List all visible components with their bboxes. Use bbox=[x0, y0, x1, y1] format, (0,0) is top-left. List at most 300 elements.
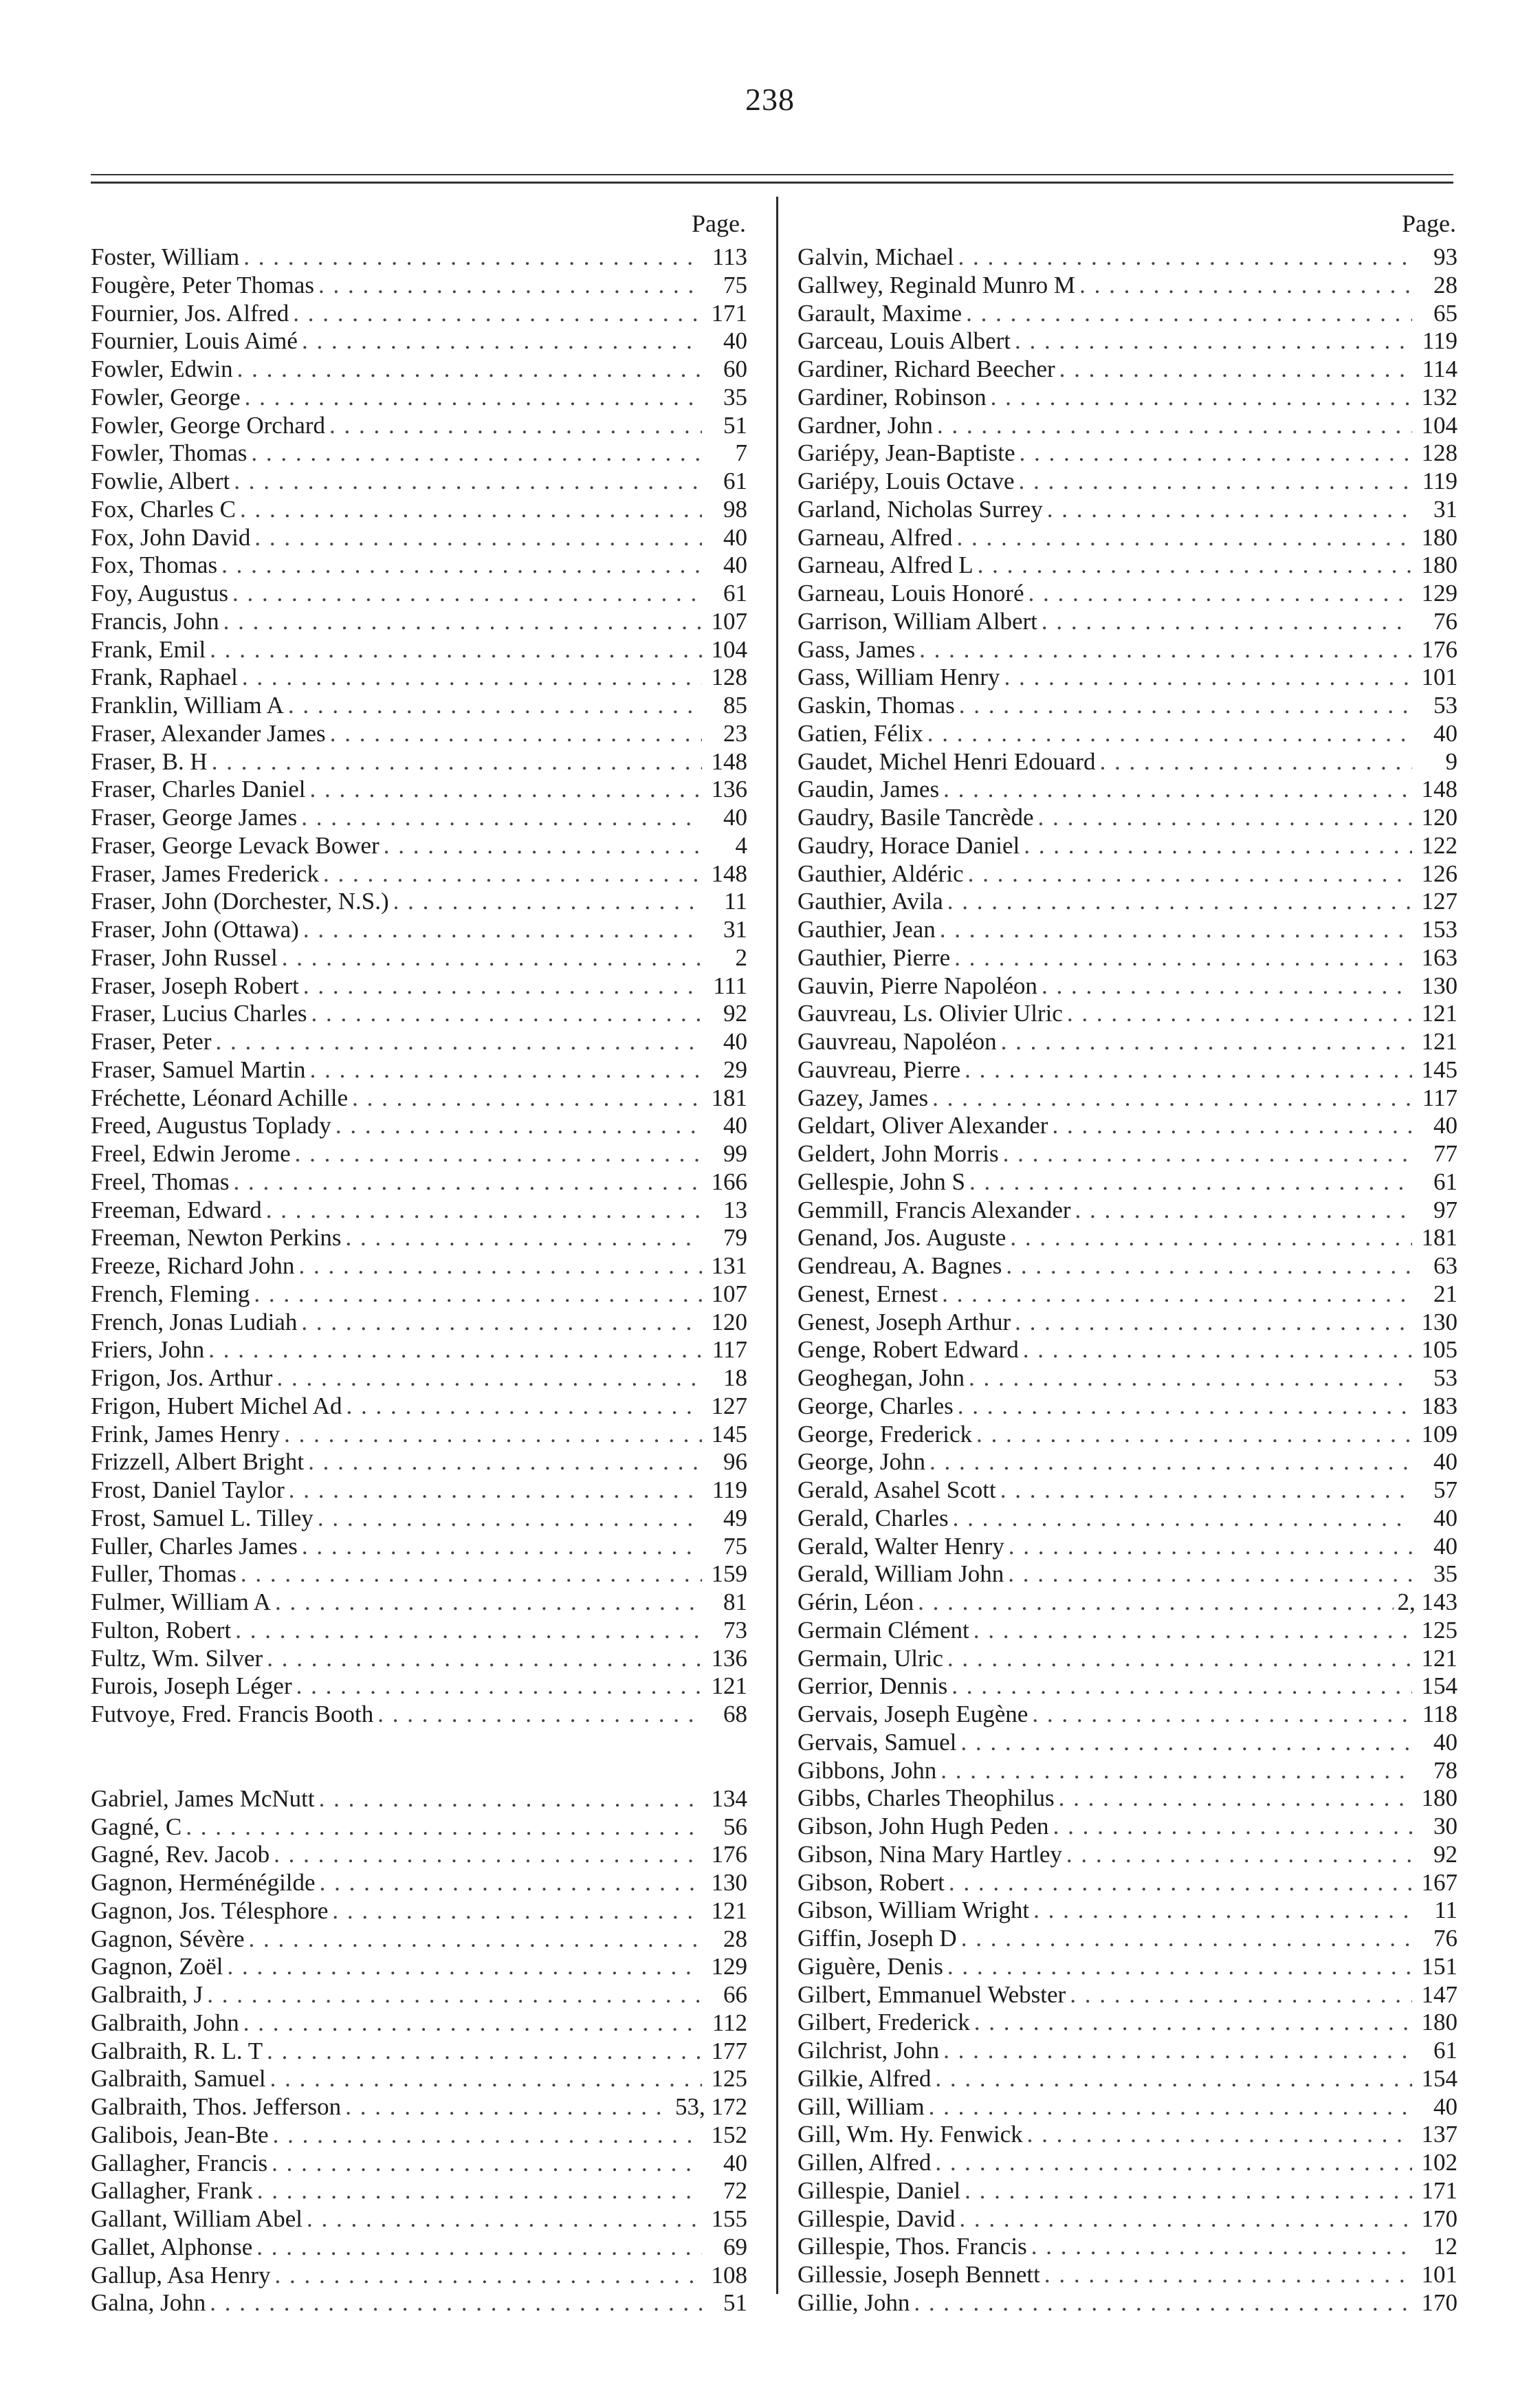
dot-leader bbox=[346, 1224, 702, 1252]
dot-leader bbox=[927, 720, 1412, 748]
index-entry bbox=[798, 1645, 1458, 1673]
index-entry bbox=[91, 300, 747, 328]
page-number: 238 bbox=[745, 82, 795, 117]
entry-name: Gaudry, Horace Daniel bbox=[798, 831, 1020, 859]
dot-leader bbox=[935, 2065, 1412, 2093]
index-entry bbox=[91, 2009, 747, 2038]
entry-page: 104 bbox=[711, 635, 747, 663]
index-entry bbox=[798, 1729, 1458, 1757]
entry-page: 73 bbox=[723, 1616, 747, 1644]
index-entry bbox=[91, 1869, 747, 1897]
entry-name: Gaudry, Basile Tancrède bbox=[798, 804, 1034, 831]
entry-name: Fox, John David bbox=[91, 523, 251, 551]
dot-leader bbox=[1075, 1197, 1412, 1225]
index-entry bbox=[798, 1672, 1458, 1701]
entry-name: Freeze, Richard John bbox=[91, 1252, 295, 1279]
entry-page: 177 bbox=[711, 2037, 747, 2064]
entry-name: Furois, Joseph Léger bbox=[91, 1672, 292, 1700]
dot-leader bbox=[1066, 1841, 1412, 1869]
entry-name: Frost, Samuel L. Tilley bbox=[91, 1504, 314, 1531]
entry-page: 40 bbox=[1433, 1728, 1458, 1756]
entry-page: 98 bbox=[723, 495, 747, 523]
dot-leader bbox=[918, 1588, 1393, 1617]
index-entry bbox=[798, 888, 1458, 916]
entry-name: Gauthier, Jean bbox=[798, 916, 936, 943]
index-entry bbox=[798, 1841, 1458, 1869]
entry-page: 11 bbox=[1434, 1897, 1458, 1924]
dot-leader bbox=[270, 2065, 702, 2093]
index-entry bbox=[91, 1393, 747, 1421]
entry-name: Freeman, Newton Perkins bbox=[91, 1224, 342, 1252]
index-entry bbox=[91, 776, 747, 804]
dot-leader bbox=[275, 1588, 702, 1617]
entry-name: Gauvreau, Ls. Olivier Ulric bbox=[798, 1000, 1063, 1027]
dot-leader bbox=[210, 636, 702, 664]
index-entry bbox=[91, 1280, 747, 1309]
dot-leader bbox=[1047, 496, 1412, 524]
entry-page: 129 bbox=[711, 1953, 747, 1980]
page-column-header: Page. bbox=[1402, 210, 1456, 237]
index-entry bbox=[798, 1505, 1458, 1533]
dot-leader bbox=[249, 1925, 702, 1954]
entry-name: Galna, John bbox=[91, 2289, 206, 2317]
entry-name: Fuller, Charles James bbox=[91, 1532, 298, 1560]
entry-name: Fraser, Peter bbox=[91, 1028, 212, 1055]
index-entry bbox=[798, 412, 1458, 440]
index-entry bbox=[798, 1000, 1458, 1028]
dot-leader bbox=[302, 1533, 702, 1561]
entry-name: Gill, Wm. Hy. Fenwick bbox=[798, 2121, 1023, 2148]
dot-leader bbox=[274, 2262, 702, 2290]
dot-leader bbox=[240, 496, 702, 524]
entry-name: Franklin, William A bbox=[91, 692, 284, 719]
dot-leader bbox=[1008, 1560, 1412, 1588]
entry-name: Gagnon, Herménégilde bbox=[91, 1869, 316, 1896]
entry-page: 181 bbox=[711, 1084, 747, 1111]
dot-leader bbox=[310, 776, 702, 804]
index-entry bbox=[91, 1560, 747, 1588]
entry-page: 180 bbox=[1421, 1784, 1458, 1812]
entry-page: 40 bbox=[1433, 1532, 1458, 1560]
index-entry bbox=[91, 1617, 747, 1645]
index-entry bbox=[798, 1588, 1458, 1617]
entry-page: 163 bbox=[1421, 943, 1458, 971]
entry-page: 81 bbox=[723, 1588, 747, 1615]
dot-leader bbox=[1000, 1476, 1412, 1505]
entry-page: 121 bbox=[1421, 1028, 1458, 1055]
dot-leader bbox=[978, 552, 1412, 580]
entry-name: Gerald, Asahel Scott bbox=[798, 1476, 996, 1503]
index-entry bbox=[91, 1364, 747, 1393]
entry-name: Fraser, John (Ottawa) bbox=[91, 916, 299, 943]
entry-page: 61 bbox=[1433, 2037, 1458, 2064]
entry-name: Gillen, Alfred bbox=[798, 2149, 932, 2176]
entry-name: Garneau, Louis Honoré bbox=[798, 580, 1024, 607]
entry-page: 131 bbox=[711, 1252, 747, 1279]
entry-name: Galbraith, John bbox=[91, 2009, 239, 2036]
dot-leader bbox=[207, 1981, 702, 2009]
entry-name: Gibson, Robert bbox=[798, 1868, 945, 1896]
index-entry bbox=[91, 720, 747, 748]
dot-leader bbox=[929, 2093, 1412, 2121]
index-entry bbox=[91, 2289, 747, 2317]
index-entry bbox=[91, 2121, 747, 2150]
dot-leader bbox=[1052, 1112, 1412, 1140]
entry-name: Gervais, Samuel bbox=[798, 1728, 957, 1756]
entry-name: Friers, John bbox=[91, 1336, 205, 1364]
dot-leader bbox=[1001, 1028, 1412, 1056]
entry-name: Gauvreau, Napoléon bbox=[798, 1028, 997, 1055]
entry-name: Gass, James bbox=[798, 635, 916, 663]
entry-page: 154 bbox=[1421, 2064, 1458, 2092]
entry-page: 121 bbox=[1421, 1644, 1458, 1672]
entry-page: 128 bbox=[1421, 439, 1458, 467]
entry-name: Gilbert, Frederick bbox=[798, 2009, 970, 2036]
entry-page: 69 bbox=[723, 2233, 747, 2260]
dot-leader bbox=[307, 2205, 702, 2234]
dot-leader bbox=[940, 916, 1412, 944]
dot-leader bbox=[301, 804, 702, 832]
dot-leader bbox=[1010, 1224, 1412, 1252]
index-entry bbox=[798, 327, 1458, 356]
entry-name: Fraser, Charles Daniel bbox=[91, 776, 306, 803]
entry-page: 57 bbox=[1433, 1476, 1458, 1503]
entry-page: 2 bbox=[735, 943, 747, 971]
dot-leader bbox=[1015, 327, 1412, 356]
index-entry bbox=[91, 1421, 747, 1449]
dot-leader bbox=[974, 2009, 1412, 2037]
entry-page: 145 bbox=[1421, 1056, 1458, 1083]
dot-leader bbox=[956, 524, 1412, 552]
entry-page: 49 bbox=[723, 1504, 747, 1531]
entry-page: 148 bbox=[711, 747, 747, 775]
index-entry bbox=[798, 1476, 1458, 1505]
entry-name: French, Jonas Ludiah bbox=[91, 1308, 298, 1335]
entry-page: 130 bbox=[1421, 972, 1458, 999]
entry-page: 153 bbox=[1421, 916, 1458, 943]
index-entry bbox=[91, 468, 747, 496]
entry-page: 119 bbox=[1422, 468, 1458, 494]
index-entry bbox=[798, 1197, 1458, 1225]
index-entry bbox=[798, 860, 1458, 888]
entry-page: 60 bbox=[723, 356, 747, 382]
dot-leader bbox=[940, 1757, 1412, 1785]
entry-page: 118 bbox=[1422, 1701, 1458, 1727]
entry-name: Gillessie, Joseph Bennett bbox=[798, 2261, 1040, 2288]
entry-page: 136 bbox=[711, 776, 747, 803]
top-rule-double bbox=[91, 182, 1453, 184]
entry-name: Fowler, Thomas bbox=[91, 439, 248, 467]
dot-leader bbox=[966, 300, 1412, 328]
index-entry bbox=[91, 608, 747, 636]
index-entry bbox=[91, 1505, 747, 1533]
entry-page: 126 bbox=[1421, 860, 1458, 887]
entry-page: 151 bbox=[1421, 1952, 1458, 1980]
index-entry bbox=[798, 692, 1458, 720]
dot-leader bbox=[959, 692, 1412, 720]
index-entry bbox=[91, 1785, 747, 1813]
dot-leader bbox=[1032, 1701, 1412, 1729]
entry-name: Gariépy, Jean-Baptiste bbox=[798, 439, 1015, 467]
dot-leader bbox=[932, 1084, 1412, 1113]
entry-page: 35 bbox=[1433, 1560, 1458, 1588]
entry-page: 51 bbox=[723, 411, 747, 439]
entry-name: Gerald, William John bbox=[798, 1560, 1004, 1588]
index-entry bbox=[798, 1869, 1458, 1897]
index-entry bbox=[91, 1981, 747, 2009]
index-entry bbox=[798, 1533, 1458, 1561]
entry-page: 117 bbox=[712, 1336, 747, 1364]
entry-name: Gellespie, John S bbox=[798, 1168, 966, 1195]
entry-name: Gagné, C bbox=[91, 1813, 182, 1840]
index-entry bbox=[91, 1588, 747, 1617]
index-entry bbox=[91, 1897, 747, 1925]
dot-leader bbox=[1038, 804, 1412, 832]
entry-name: Fox, Thomas bbox=[91, 552, 218, 579]
index-entry bbox=[91, 272, 747, 300]
entry-page: 18 bbox=[723, 1364, 747, 1391]
entry-page: 108 bbox=[711, 2261, 747, 2289]
dot-leader bbox=[311, 1000, 703, 1028]
index-entry bbox=[91, 1336, 747, 1364]
index-entry bbox=[91, 2150, 747, 2178]
dot-leader bbox=[346, 1393, 702, 1421]
dot-leader bbox=[256, 2234, 702, 2262]
entry-name: Frigon, Hubert Michel Ad bbox=[91, 1392, 342, 1419]
index-entry bbox=[798, 2009, 1458, 2037]
dot-leader bbox=[215, 1028, 702, 1056]
entry-page: 180 bbox=[1421, 552, 1458, 579]
entry-page: 180 bbox=[1421, 2009, 1458, 2036]
entry-page: 61 bbox=[723, 580, 747, 607]
entry-name: Gatien, Félix bbox=[798, 719, 923, 747]
index-entry bbox=[798, 1925, 1458, 1953]
entry-page: 40 bbox=[1433, 1448, 1458, 1476]
dot-leader bbox=[1042, 608, 1412, 636]
entry-name: Francis, John bbox=[91, 607, 219, 635]
dot-leader bbox=[242, 664, 702, 692]
dot-leader bbox=[958, 1393, 1412, 1421]
dot-leader bbox=[1059, 1784, 1412, 1813]
entry-page: 72 bbox=[723, 2177, 747, 2205]
index-entry bbox=[798, 243, 1458, 272]
entry-page: 101 bbox=[1421, 2261, 1458, 2288]
entry-name: Fraser, Samuel Martin bbox=[91, 1056, 306, 1083]
entry-page: 97 bbox=[1433, 1196, 1458, 1223]
dot-leader bbox=[303, 972, 702, 1001]
entry-name: Frizzell, Albert Bright bbox=[91, 1448, 305, 1476]
index-entry bbox=[91, 2177, 747, 2205]
dot-leader bbox=[1031, 2233, 1412, 2261]
entry-name: Germain Clément bbox=[798, 1616, 969, 1644]
entry-name: Gallant, William Abel bbox=[91, 2205, 303, 2232]
dot-leader bbox=[1044, 2261, 1412, 2289]
index-entry bbox=[798, 1448, 1458, 1476]
entry-page: 9 bbox=[1445, 747, 1458, 775]
entry-name: Gilkie, Alfred bbox=[798, 2064, 932, 2092]
entry-page: 28 bbox=[723, 1925, 747, 1952]
dot-leader bbox=[227, 1953, 702, 1981]
entry-page: 78 bbox=[1433, 1756, 1458, 1784]
index-entry bbox=[91, 1476, 747, 1505]
entry-name: Fréchette, Léonard Achille bbox=[91, 1084, 349, 1111]
entry-name: Genest, Joseph Arthur bbox=[798, 1308, 1011, 1335]
dot-leader bbox=[935, 2149, 1412, 2177]
index-entry bbox=[91, 1309, 747, 1337]
index-entry bbox=[798, 1560, 1458, 1588]
top-rule bbox=[91, 174, 1453, 175]
dot-leader bbox=[243, 2009, 702, 2038]
dot-leader bbox=[345, 2093, 671, 2121]
dot-leader bbox=[276, 1364, 702, 1393]
entry-name: George, Frederick bbox=[798, 1420, 972, 1448]
index-entry bbox=[91, 243, 747, 272]
dot-leader bbox=[296, 1672, 702, 1701]
dot-leader bbox=[232, 580, 702, 608]
entry-name: Fournier, Jos. Alfred bbox=[91, 299, 289, 327]
entry-page: 66 bbox=[723, 1981, 747, 2008]
entry-name: Gardiner, Richard Beecher bbox=[798, 356, 1055, 382]
entry-name: Gauthier, Aldéric bbox=[798, 860, 964, 887]
index-entry bbox=[798, 916, 1458, 944]
dot-leader bbox=[1027, 2121, 1412, 2149]
entry-page: 2, 143 bbox=[1397, 1588, 1458, 1615]
entry-page: 79 bbox=[723, 1224, 747, 1252]
entry-page: 56 bbox=[723, 1813, 747, 1840]
index-entry bbox=[798, 1309, 1458, 1337]
entry-page: 112 bbox=[712, 2009, 747, 2036]
entry-page: 109 bbox=[1421, 1420, 1458, 1448]
dot-leader bbox=[965, 1056, 1412, 1084]
entry-name: Gibbs, Charles Theophilus bbox=[798, 1784, 1055, 1812]
index-entry bbox=[798, 1224, 1458, 1252]
dot-leader bbox=[976, 1421, 1412, 1449]
index-entry bbox=[91, 2262, 747, 2290]
entry-page: 92 bbox=[1433, 1840, 1458, 1868]
index-entry bbox=[91, 552, 747, 580]
entry-name: Gaudet, Michel Henri Edouard bbox=[798, 747, 1096, 775]
entry-name: Fowlie, Albert bbox=[91, 468, 230, 494]
entry-page: 61 bbox=[723, 468, 747, 494]
entry-page: 40 bbox=[723, 1112, 747, 1139]
dot-leader bbox=[352, 1084, 702, 1113]
index-entry bbox=[91, 748, 747, 776]
entry-page: 127 bbox=[711, 1392, 747, 1419]
dot-leader bbox=[266, 1197, 702, 1225]
entry-page: 4 bbox=[735, 831, 747, 859]
index-entry bbox=[91, 496, 747, 524]
entry-page: 21 bbox=[1433, 1280, 1458, 1307]
index-entry bbox=[798, 524, 1458, 552]
entry-page: 117 bbox=[1422, 1084, 1458, 1111]
entry-page: 53, 172 bbox=[675, 2093, 747, 2120]
index-entry bbox=[91, 2093, 747, 2121]
dot-leader bbox=[969, 1168, 1412, 1197]
entry-name: Freed, Augustus Toplady bbox=[91, 1112, 331, 1139]
index-entry bbox=[91, 2234, 747, 2262]
dot-leader bbox=[234, 468, 702, 496]
entry-name: Foster, William bbox=[91, 243, 240, 270]
dot-leader bbox=[237, 356, 702, 384]
entry-page: 11 bbox=[724, 888, 747, 915]
index-entry bbox=[91, 1533, 747, 1561]
entry-page: 7 bbox=[735, 439, 747, 467]
entry-page: 125 bbox=[711, 2065, 747, 2093]
dot-leader bbox=[282, 944, 702, 972]
entry-name: Fournier, Louis Aimé bbox=[91, 327, 298, 355]
dot-leader bbox=[295, 1140, 702, 1168]
entry-name: Gallwey, Reginald Munro M bbox=[798, 271, 1076, 298]
dot-leader bbox=[210, 2289, 702, 2317]
entry-name: Gauvreau, Pierre bbox=[798, 1056, 961, 1083]
index-entry bbox=[91, 1252, 747, 1280]
entry-page: 53 bbox=[1433, 692, 1458, 719]
dot-leader bbox=[947, 888, 1412, 916]
index-entry bbox=[798, 468, 1458, 496]
entry-name: Germain, Ulric bbox=[798, 1644, 943, 1672]
dot-leader bbox=[960, 1729, 1412, 1757]
entry-page: 51 bbox=[723, 2289, 747, 2317]
dot-leader bbox=[937, 412, 1412, 440]
entry-page: 170 bbox=[1421, 2289, 1458, 2316]
entry-name: Fuller, Thomas bbox=[91, 1560, 236, 1588]
index-entry bbox=[798, 1252, 1458, 1280]
entry-page: 134 bbox=[711, 1784, 747, 1812]
entry-page: 23 bbox=[723, 719, 747, 747]
entry-page: 122 bbox=[1421, 831, 1458, 859]
entry-page: 155 bbox=[711, 2205, 747, 2232]
index-entry bbox=[91, 1701, 747, 1729]
entry-name: Fraser, John (Dorchester, N.S.) bbox=[91, 888, 389, 915]
index-entry bbox=[91, 580, 747, 608]
entry-name: Fraser, B. H bbox=[91, 747, 208, 775]
entry-page: 102 bbox=[1421, 2149, 1458, 2176]
index-entry bbox=[798, 1757, 1458, 1785]
dot-leader bbox=[377, 1701, 702, 1729]
entry-page: 132 bbox=[1421, 383, 1458, 411]
index-entry bbox=[91, 2065, 747, 2093]
entry-page: 96 bbox=[723, 1448, 747, 1476]
index-entry bbox=[798, 1813, 1458, 1841]
dot-leader bbox=[384, 832, 702, 860]
index-entry bbox=[91, 2205, 747, 2234]
dot-leader bbox=[968, 860, 1412, 888]
index-entry bbox=[798, 2177, 1458, 2205]
left-column bbox=[91, 204, 747, 2317]
index-entry bbox=[91, 1140, 747, 1168]
entry-name: Geoghegan, John bbox=[798, 1364, 965, 1391]
dot-leader bbox=[1019, 468, 1412, 496]
index-entry bbox=[798, 2093, 1458, 2121]
entry-page: 125 bbox=[1421, 1616, 1458, 1644]
entry-page: 120 bbox=[1421, 804, 1458, 831]
entry-name: Fraser, Lucius Charles bbox=[91, 1000, 307, 1027]
entry-name: Garneau, Alfred bbox=[798, 523, 953, 551]
dot-leader bbox=[298, 1252, 702, 1280]
index-entry bbox=[798, 776, 1458, 804]
right-column bbox=[798, 204, 1458, 2317]
entry-page: 30 bbox=[1433, 1813, 1458, 1839]
entry-name: Fougère, Peter Thomas bbox=[91, 271, 314, 298]
dot-leader bbox=[1067, 1000, 1412, 1028]
dot-leader bbox=[235, 1617, 702, 1645]
index-entry bbox=[91, 1112, 747, 1140]
dot-leader bbox=[1015, 1309, 1412, 1337]
dot-leader bbox=[965, 2177, 1412, 2205]
index-entry bbox=[91, 524, 747, 552]
dot-leader bbox=[212, 748, 702, 776]
entry-page: 121 bbox=[1421, 1000, 1458, 1027]
